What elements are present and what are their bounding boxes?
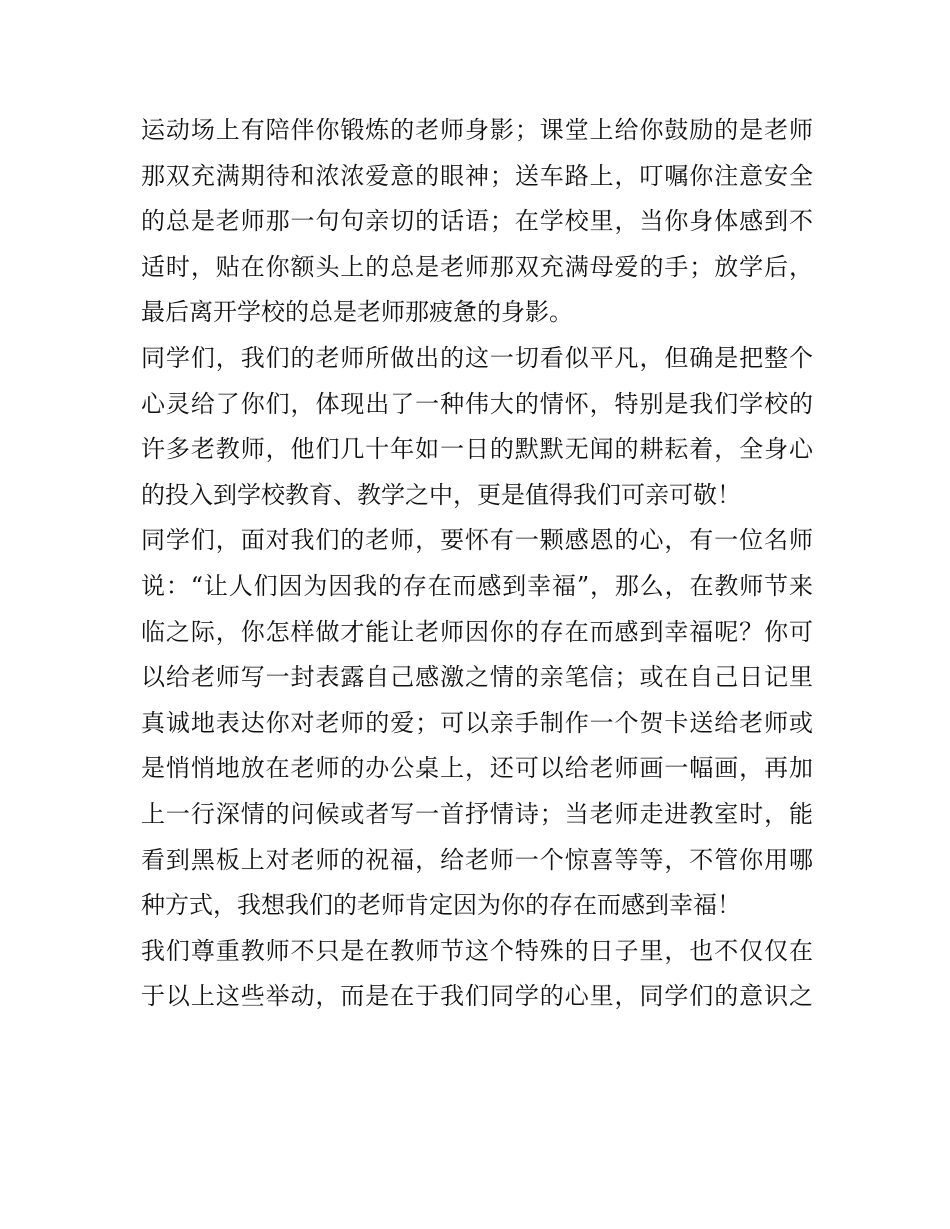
- text-line: 以给老师写一封表露自己感激之情的亲笔信；或在自己日记里: [141, 663, 813, 692]
- text-line: 适时，贴在你额头上的总是老师那双充满母爱的手；放学后，: [141, 252, 813, 281]
- paragraph-3: [141, 518, 813, 928]
- text-line: 运动场上有陪伴你锻炼的老师身影；课堂上给你鼓励的是老师: [141, 116, 813, 144]
- text-line: 于以上这些举动，而是在于我们同学的心里，同学们的意识之: [141, 982, 813, 1011]
- paragraph-1: [141, 108, 813, 336]
- paragraph-2: [141, 336, 813, 518]
- text-line: 真诚地表达你对老师的爱；可以亲手制作一个贺卡送给老师或: [141, 708, 813, 737]
- text-line: 的总是老师那一句句亲切的话语；在学校里，当你身体感到不: [141, 207, 813, 236]
- body-text: [141, 108, 813, 1020]
- text-line: 看到黑板上对老师的祝福，给老师一个惊喜等等，不管你用哪: [141, 845, 813, 874]
- text-line: 临之际，你怎样做才能让老师因你的存在而感到幸福呢？你可: [141, 617, 813, 646]
- text-line: 我们尊重教师不只是在教师节这个特殊的日子里，也不仅仅在: [141, 936, 813, 965]
- text-line: 上一行深情的问候或者写一首抒情诗；当老师走进教室时，能: [141, 799, 813, 828]
- text-line: 说：“让人们因为因我的存在而感到幸福”，那么，在教师节来: [141, 571, 813, 600]
- text-line: 最后离开学校的总是老师那疲惫的身影。: [141, 298, 573, 327]
- paragraph-4: [141, 929, 813, 1020]
- text-line: 那双充满期待和浓浓爱意的眼神；送车路上，叮嘱你注意安全: [141, 161, 813, 190]
- text-line: 同学们，我们的老师所做出的这一切看似平凡，但确是把整个: [141, 343, 813, 372]
- text-line: 的投入到学校教育、教学之中，更是值得我们可亲可敬！: [141, 480, 741, 509]
- text-line: 种方式，我想我们的老师肯定因为你的存在而感到幸福！: [141, 891, 741, 920]
- text-line: 同学们，面对我们的老师，要怀有一颗感恩的心，有一位名师: [141, 526, 813, 555]
- text-line: 心灵给了你们，体现出了一种伟大的情怀，特别是我们学校的: [141, 389, 813, 418]
- text-line: 是悄悄地放在老师的办公桌上，还可以给老师画一幅画，再加: [141, 754, 813, 783]
- text-line: 许多老教师，他们几十年如一日的默默无闻的耕耘着，全身心: [141, 435, 813, 464]
